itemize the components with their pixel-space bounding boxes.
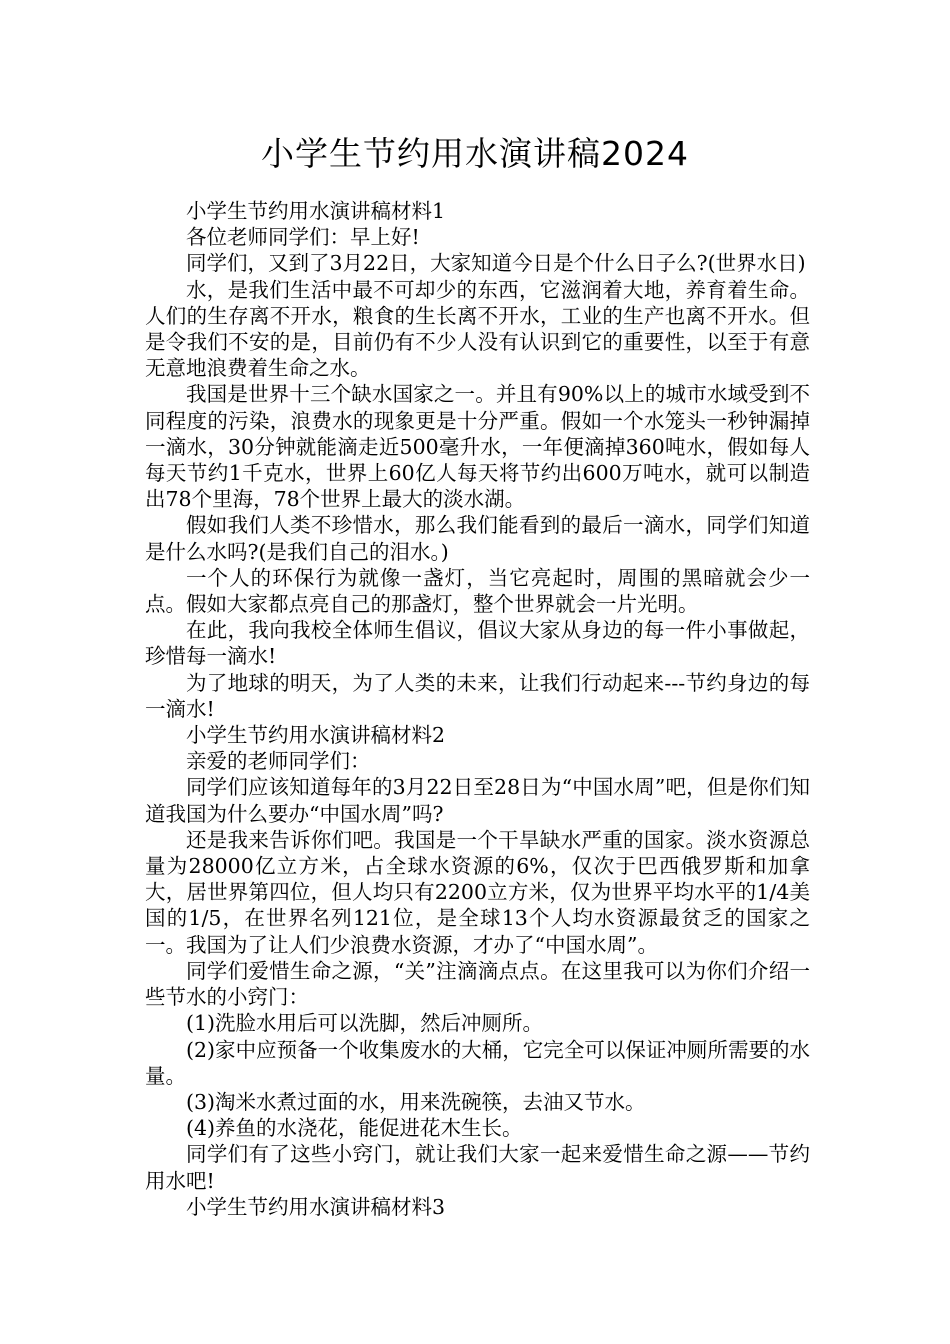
- paragraph: 在此，我向我校全体师生倡议，倡议大家从身边的每一件小事做起，珍惜每一滴水!: [145, 618, 810, 669]
- paragraph: 小学生节约用水演讲稿材料3: [186, 1194, 446, 1219]
- paragraph: (1)洗脸水用后可以洗脚，然后冲厕所。: [186, 1011, 544, 1036]
- paragraph: 为了地球的明天，为了人类的未来，让我们行动起来---节约身边的每一滴水!: [145, 670, 810, 721]
- paragraph: 同学们，又到了3月22日，大家知道今日是个什么日子么?(世界水日): [186, 251, 806, 276]
- paragraph: 各位老师同学们：早上好!: [186, 225, 420, 250]
- paragraph: 还是我来告诉你们吧。我国是一个干旱缺水严重的国家。淡水资源总量为28000亿立方米，占全球水资源的6%，仅次于巴西俄罗斯和加拿大，居世界第四位，但人均只有2200立方米，仅为世界平均水平的1/4美国的1/5，在世界名列121位，是全球13个人均水资源最贫乏的国家之一。我国为了让人们少浪费水资源，才办了“中国水周”。: [145, 827, 810, 957]
- paragraph: 同学们应该知道每年的3月22日至28日为“中国水周”吧，但是你们知道我国为什么要办“中国水周”吗?: [145, 775, 810, 826]
- paragraph: 假如我们人类不珍惜水，那么我们能看到的最后一滴水，同学们知道是什么水吗?(是我们自己的泪水。): [145, 513, 810, 564]
- paragraph: 亲爱的老师同学们：: [186, 749, 371, 774]
- document-body: [145, 198, 810, 1220]
- paragraph: 同学们有了这些小窍门，就让我们大家一起来爱惜生命之源——节约用水吧!: [145, 1142, 810, 1193]
- paragraph: 同学们爱惜生命之源，“关”注滴滴点点。在这里我可以为你们介绍一些节水的小窍门：: [145, 958, 810, 1010]
- paragraph: (2)家中应预备一个收集废水的大桶，它完全可以保证冲厕所需要的水量。: [145, 1037, 810, 1088]
- paragraph: 一个人的环保行为就像一盏灯，当它亮起时，周围的黑暗就会少一点。假如大家都点亮自己的那盏灯，整个世界就会一片光明。: [145, 565, 810, 617]
- paragraph: (3)淘米水煮过面的水，用来洗碗筷，去油又节水。: [186, 1089, 646, 1114]
- paragraph: 小学生节约用水演讲稿材料1: [186, 199, 446, 223]
- paragraph: 我国是世界十三个缺水国家之一。并且有90%以上的城市水域受到不同程度的污染，浪费水的现象更是十分严重。假如一个水笼头一秒钟漏掉一滴水，30分钟就能滴走近500毫升水，一年便滴掉360吨水，假如每人每天节约1千克水，世界上60亿人每天将节约出600万吨水，就可以制造出78个里海，78个世界上最大的淡水湖。: [145, 382, 810, 512]
- paragraph: 水，是我们生活中最不可却少的东西，它滋润着大地，养育着生命。人们的生存离不开水，粮食的生长离不开水，工业的生产也离不开水。但是令我们不安的是，目前仍有不少人没有认识到它的重要性，以至于有意无意地浪费着生命之水。: [145, 277, 810, 381]
- paragraph: 小学生节约用水演讲稿材料2: [186, 723, 446, 748]
- paragraph: (4)养鱼的水浇花，能促进花木生长。: [186, 1116, 523, 1141]
- document-title: 小学生节约用水演讲稿2024: [261, 134, 689, 173]
